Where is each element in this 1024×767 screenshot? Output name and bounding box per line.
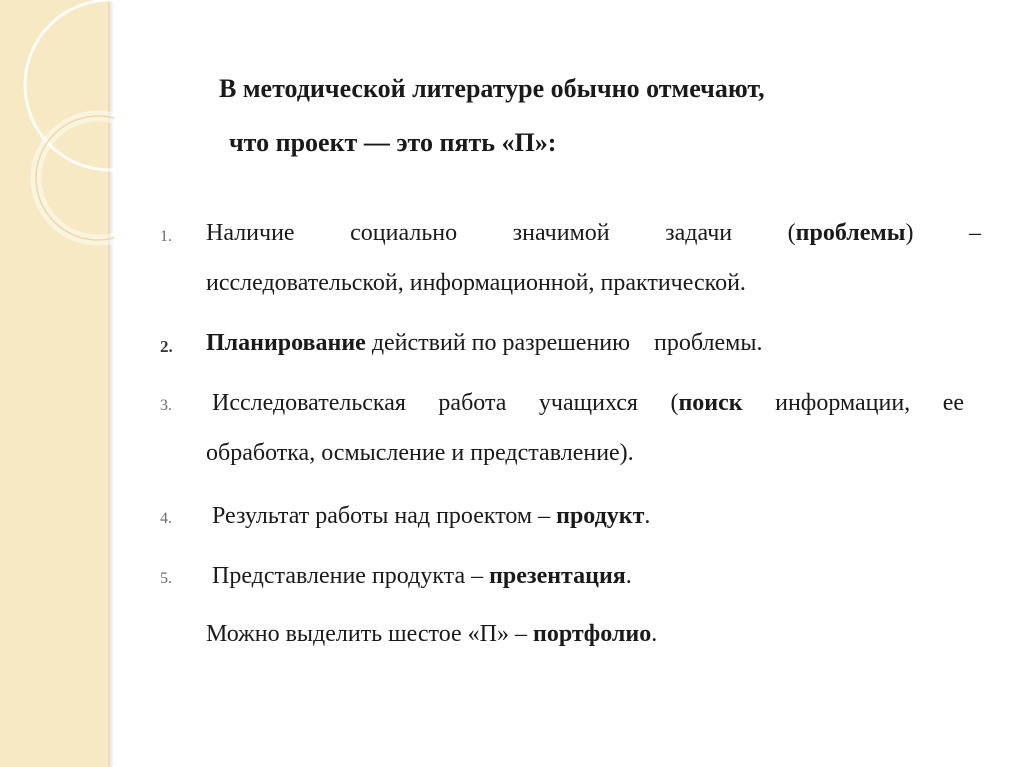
list-item-4: Результат работы над проектом – продукт. (212, 503, 651, 529)
list-number-3: 3. (160, 397, 172, 414)
list-item-2-bold: Планирование (206, 330, 366, 356)
decorative-circle-large (25, 0, 114, 170)
list-number-1: 1. (160, 228, 172, 245)
list-item-1-line-1 (206, 220, 981, 247)
decorative-circles (0, 0, 114, 300)
list-number-2: 2. (160, 337, 173, 356)
list-number-4: 4. (160, 510, 172, 527)
list-item-1-line-2: исследовательской, информационной, практической. (206, 270, 746, 296)
list-number-5: 5. (160, 570, 172, 587)
list-item-3-line-1: Исследовательская работа учащихся (поиск информации, ее (212, 390, 964, 416)
list-item-2 (206, 330, 762, 357)
list-item-1-word: задачи (665, 220, 733, 246)
decorative-circle-small (36, 116, 114, 240)
list-item-1-problem: (проблемы) (787, 220, 914, 246)
list-item-1-dash: – (969, 220, 981, 246)
sixth-p-note: Можно выделить шестое «П» – портфолио. (206, 621, 658, 647)
list-item-1-word: значимой (512, 220, 610, 246)
list-item-3-line-2: обработка, осмысление и представление). (206, 440, 634, 466)
list-item-5: Представление продукта – презентация. (212, 563, 632, 589)
list-item-2-text: действий по разрешению проблемы. (365, 330, 763, 356)
slide-title-line-2: что проект — это пять «П»: (229, 128, 557, 157)
list-item-1-word: Наличие (206, 220, 295, 246)
list-item-1-word: социально (350, 220, 458, 246)
slide-title-line-1: В методической литературе обычно отмечают, (219, 74, 765, 103)
